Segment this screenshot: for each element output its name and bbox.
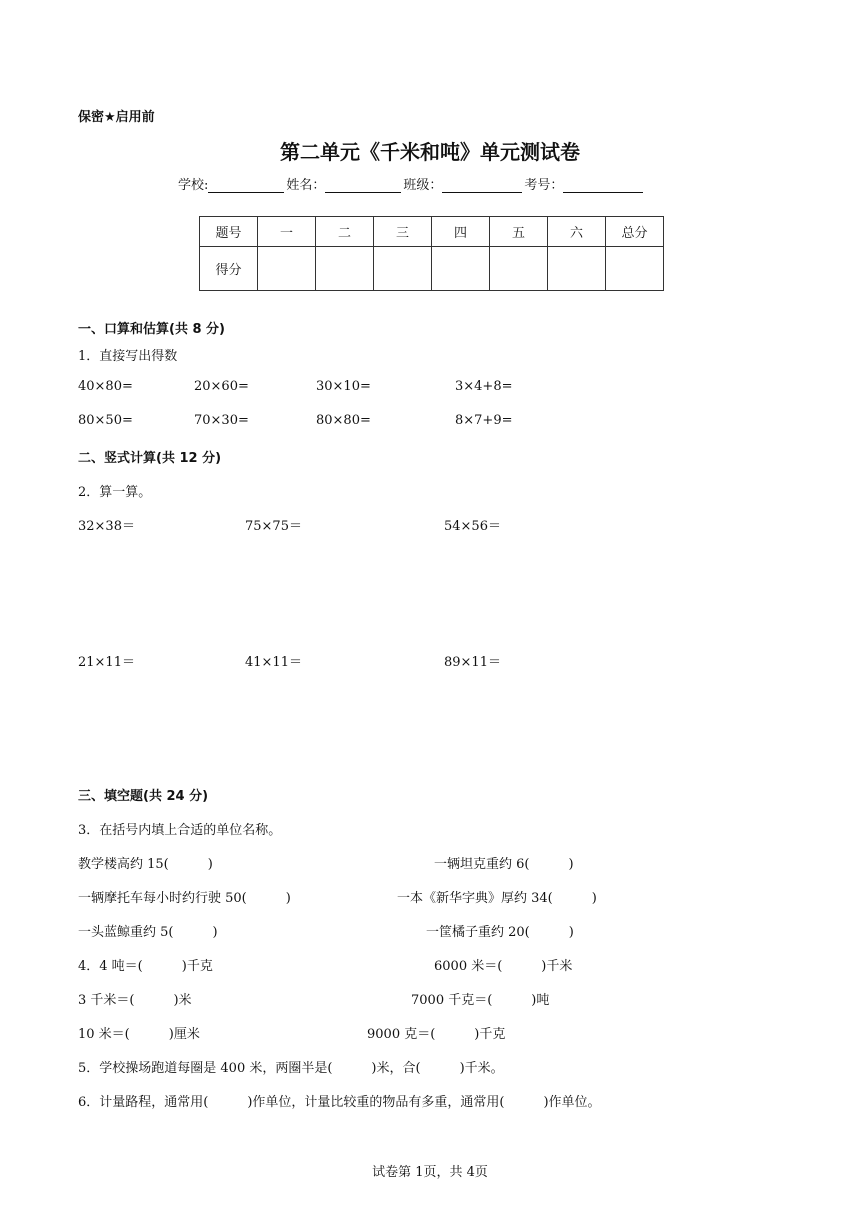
mental-math-item: 30×10= [316, 379, 371, 394]
score-table-header-cell: 题号 [200, 217, 258, 247]
score-table [199, 216, 664, 291]
school-label: 学校: [178, 178, 209, 193]
unit-fill-item: 一筐橘子重约 20( ) [426, 925, 574, 940]
vertical-calc-item: 21×11＝ [78, 655, 135, 670]
unit-convert-item: 4．4 吨＝( )千克 [78, 959, 213, 974]
unit-fill-item: 一本《新华字典》厚约 34( ) [397, 891, 597, 906]
question-1-title: 1．直接写出得数 [78, 349, 178, 364]
page-title: 第二单元《千米和吨》单元测试卷 [280, 140, 580, 164]
mental-math-item: 70×30= [194, 413, 249, 428]
exam-no-label: 考号： [524, 178, 564, 193]
section-3-title: 三、填空题(共 24 分) [78, 789, 209, 804]
mental-math-item: 80×50= [78, 413, 133, 428]
score-table-score-row [200, 247, 664, 291]
unit-fill-item: 一头蓝鲸重约 5( ) [78, 925, 218, 940]
question-5: 5．学校操场跑道每圈是 400 米，两圈半是( )米，合( )千米。 [78, 1061, 504, 1076]
score-cell[interactable] [490, 247, 548, 291]
question-2-title: 2．算一算。 [78, 485, 152, 500]
school-blank[interactable] [208, 178, 284, 193]
mental-math-item: 40×80= [78, 379, 133, 394]
unit-convert-item: 3 千米＝( )米 [78, 993, 192, 1008]
mental-math-item: 80×80= [316, 413, 371, 428]
page-footer: 试卷第 1页，共 4页 [372, 1165, 488, 1180]
score-cell[interactable] [258, 247, 316, 291]
name-label: 姓名： [286, 178, 326, 193]
class-blank[interactable] [442, 178, 522, 193]
score-cell[interactable] [432, 247, 490, 291]
mental-math-item: 20×60= [194, 379, 249, 394]
unit-fill-item: 教学楼高约 15( ) [78, 857, 213, 872]
mental-math-item: 3×4+8= [455, 379, 513, 394]
unit-convert-item: 7000 千克＝( )吨 [411, 993, 550, 1008]
score-table-header-cell: 四 [432, 217, 490, 247]
score-table-header-cell: 五 [490, 217, 548, 247]
exam-no-blank[interactable] [563, 178, 643, 193]
section-1-title: 一、口算和估算(共 8 分) [78, 322, 225, 337]
vertical-calc-item: 41×11＝ [245, 655, 302, 670]
score-table-header-cell: 一 [258, 217, 316, 247]
score-row-label: 得分 [200, 247, 258, 291]
question-6: 6．计量路程，通常用( )作单位，计量比较重的物品有多重，通常用( )作单位。 [78, 1095, 601, 1110]
unit-fill-item: 一辆坦克重约 6( ) [434, 857, 574, 872]
confidential-mark: 保密★启用前 [78, 110, 155, 125]
score-table-header-row [200, 217, 664, 247]
unit-fill-item: 一辆摩托车每小时约行驶 50( ) [78, 891, 291, 906]
mental-math-item: 8×7+9= [455, 413, 513, 428]
vertical-calc-item: 89×11＝ [444, 655, 501, 670]
score-cell[interactable] [316, 247, 374, 291]
score-cell[interactable] [606, 247, 664, 291]
score-table-header-cell: 二 [316, 217, 374, 247]
question-3-title: 3．在括号内填上合适的单位名称。 [78, 823, 282, 838]
student-info-line [178, 174, 645, 193]
name-blank[interactable] [325, 178, 401, 193]
score-table-header-cell: 六 [548, 217, 606, 247]
score-table-header-cell: 总分 [606, 217, 664, 247]
vertical-calc-item: 75×75＝ [245, 519, 302, 534]
unit-convert-item: 6000 米＝( )千米 [434, 959, 573, 974]
score-cell[interactable] [548, 247, 606, 291]
score-table-header-cell: 三 [374, 217, 432, 247]
class-label: 班级： [403, 178, 443, 193]
score-cell[interactable] [374, 247, 432, 291]
vertical-calc-item: 54×56＝ [444, 519, 501, 534]
unit-convert-item: 10 米＝( )厘米 [78, 1027, 200, 1042]
unit-convert-item: 9000 克＝( )千克 [367, 1027, 506, 1042]
section-2-title: 二、竖式计算(共 12 分) [78, 451, 222, 466]
vertical-calc-item: 32×38＝ [78, 519, 135, 534]
